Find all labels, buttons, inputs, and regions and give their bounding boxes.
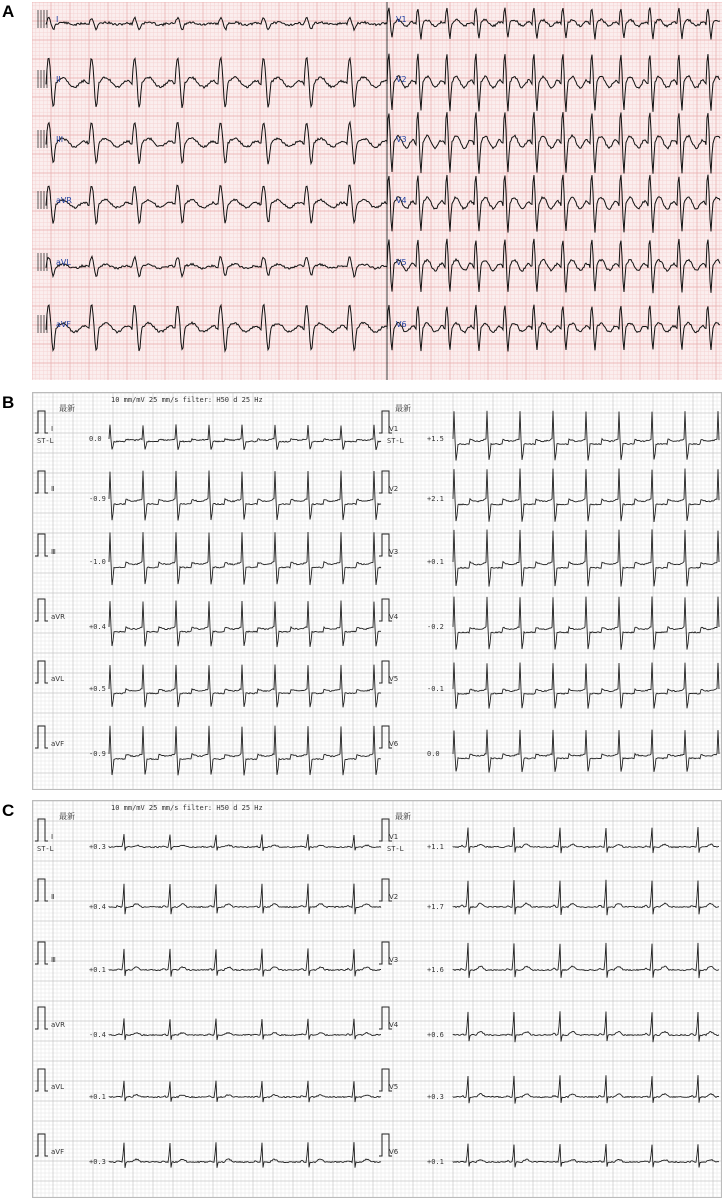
st-value: +0.6 [427, 1031, 444, 1039]
lead-label: III [56, 135, 64, 144]
st-value: -0.9 [89, 750, 106, 758]
ecg-settings-header: 10 mm/mV 25 mm/s filter: H50 d 25 Hz [111, 396, 263, 404]
st-value: +0.1 [89, 966, 106, 974]
ecg-trace-right [387, 305, 720, 352]
st-value: +1.7 [427, 903, 444, 911]
calibration-pulse [38, 315, 47, 333]
lead-label: aVF [51, 740, 65, 748]
ecg-trace-right [387, 112, 720, 174]
st-value: +1.5 [427, 435, 444, 443]
lead-label: II [56, 75, 61, 84]
st-label-left: ST-L [37, 437, 54, 445]
ecg-c-canvas [33, 801, 721, 1197]
ecg-a-canvas [32, 2, 722, 380]
st-value: -0.2 [427, 623, 444, 631]
st-value: +1.6 [427, 966, 444, 974]
st-label-left: ST-L [37, 845, 54, 853]
lead-label: aVL [56, 258, 71, 267]
st-value: +1.1 [427, 843, 444, 851]
lead-label: aVL [51, 675, 64, 683]
st-value: -0.4 [89, 1031, 106, 1039]
st-value: +0.1 [427, 1158, 444, 1166]
ecg-b-canvas [33, 393, 721, 789]
lead-label: aVR [51, 613, 65, 621]
latest-label-right: 最新 [395, 812, 411, 821]
lead-label: V3 [389, 548, 399, 556]
ecg-grid [33, 801, 721, 1197]
ecg-trace-right [387, 239, 720, 293]
st-value: +0.1 [427, 558, 444, 566]
lead-label: I [51, 425, 54, 433]
st-value: 0.0 [427, 750, 440, 758]
lead-label: V6 [389, 1148, 399, 1156]
lead-label: V1 [396, 15, 407, 24]
st-value: +0.5 [89, 685, 106, 693]
panel-c-letter: C [2, 801, 15, 820]
st-label-right: ST-L [387, 437, 404, 445]
ecg-trace-right [387, 175, 720, 233]
panel-a-letter: A [2, 2, 15, 21]
st-value: +0.3 [427, 1093, 444, 1101]
latest-label-left: 最新 [59, 812, 75, 821]
ecg-grid [33, 393, 721, 789]
lead-label: aVR [51, 1021, 65, 1029]
lead-label: Ⅲ [51, 548, 56, 556]
ecg-panel-b [32, 392, 722, 790]
ecg-settings-header: 10 mm/mV 25 mm/s filter: H50 d 25 Hz [111, 804, 263, 812]
ecg-trace-right [387, 8, 720, 40]
st-value: -0.1 [427, 685, 444, 693]
lead-label: V4 [389, 613, 399, 621]
lead-label: V5 [396, 258, 407, 267]
lead-label: V6 [396, 320, 407, 329]
lead-label: V2 [396, 75, 407, 84]
lead-label: V1 [389, 425, 399, 433]
lead-label: I [56, 15, 59, 24]
lead-label: aVF [56, 320, 71, 329]
lead-label: V6 [389, 740, 399, 748]
panel-b-letter: B [2, 393, 15, 412]
lead-label: V2 [389, 893, 399, 901]
latest-label-left: 最新 [59, 404, 75, 413]
lead-label: Ⅲ [51, 956, 56, 964]
ecg-trace-right [387, 54, 720, 112]
lead-label: V1 [389, 833, 399, 841]
st-value: -1.0 [89, 558, 106, 566]
st-value: 0.0 [89, 435, 102, 443]
st-value: +0.3 [89, 1158, 106, 1166]
lead-label: V3 [396, 135, 407, 144]
lead-label: aVR [56, 196, 72, 205]
st-value: +0.3 [89, 843, 106, 851]
ecg-panel-c [32, 800, 722, 1198]
lead-label: V4 [396, 196, 407, 205]
lead-label: aVL [51, 1083, 64, 1091]
st-value: +0.1 [89, 1093, 106, 1101]
lead-label: Ⅱ [51, 485, 55, 493]
st-value: +2.1 [427, 495, 444, 503]
lead-label: V5 [389, 675, 399, 683]
st-value: +0.4 [89, 623, 106, 631]
st-label-right: ST-L [387, 845, 404, 853]
calibration-pulse [38, 191, 47, 209]
lead-label: V4 [389, 1021, 399, 1029]
lead-label: V3 [389, 956, 399, 964]
latest-label-right: 最新 [395, 404, 411, 413]
lead-label: Ⅱ [51, 893, 55, 901]
ecg-panel-a [32, 2, 722, 380]
calibration-pulse [38, 10, 47, 28]
lead-label: V5 [389, 1083, 399, 1091]
lead-label: aVF [51, 1148, 65, 1156]
st-value: +0.4 [89, 903, 106, 911]
lead-label: I [51, 833, 54, 841]
lead-label: V2 [389, 485, 399, 493]
calibration-pulse [38, 70, 47, 88]
st-value: -0.9 [89, 495, 106, 503]
